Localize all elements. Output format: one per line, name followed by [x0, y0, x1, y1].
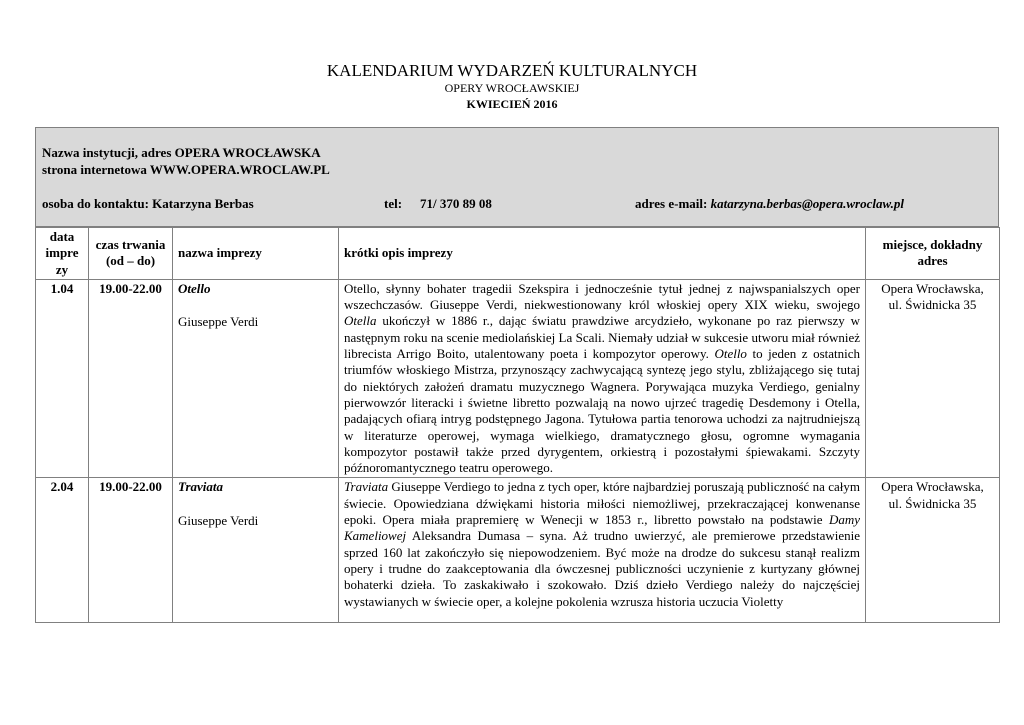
place-venue: Opera Wrocławska,	[881, 479, 984, 495]
event-description	[339, 478, 866, 623]
header-description: krótki opis imprezy	[339, 228, 866, 280]
event-date: 1.04	[36, 279, 89, 478]
events-table	[35, 227, 1000, 623]
document-subtitle: OPERY WROCŁAWSKIEJ	[444, 81, 580, 95]
event-name-cell	[173, 279, 339, 478]
description-italic: Otella	[344, 313, 377, 329]
event-time: 19.00-22.00	[89, 279, 173, 478]
event-date: 2.04	[36, 478, 89, 623]
header-place: miejsce, dokładny adres	[866, 228, 1000, 280]
email-label: adres e-mail:	[635, 196, 711, 211]
description-text: to jeden z ostatnich triumfów włoskiego Mistrza, przynoszący zachwycającą syntezę jego stylu, zbliżającego się tutaj do niektórych założeń dramatu muzycznego Wagnera. Porywająca muzyka Verdiego, genialny pierwowzór literacki i świetne libretto pozwalają na nowo ujrzeć tragedię Desdemony i Otella, padających ofiarą intryg podstępnego Jagona. Tytułowa partia tenorowa uchodzi za najtrudniejszą w literaturze operowej, wymaga wielkiego, dramatycznego głosu, ogromne wymagania kompozytor postawił także przed dyrygentem, orkiestrą i pozostałymi śpiewakami. Szczyty późnoromantycznego teatru operowego.	[344, 346, 860, 476]
description-text: Aleksandra Dumasa – syna. Aż trudno uwierzyć, ale premierowe przedstawienie sprzed 160 lat zakończyło się niepowodzeniem. Być może na drodze do sukcesu stanął realizm opery i trudne do zaakceptowania dla ówczesnej publiczności uczynienie z kurtyzany głównej bohaterki dzieła. To zaskakiwało i szokowało. Dziś dzieło Verdiego należy do najczęściej wystawianych w świecie oper, a kolejne pokolenia wzrusza historia uczucia Violetty	[344, 528, 860, 609]
event-composer: Giuseppe Verdi	[178, 314, 259, 330]
description-text: ukończył w 1886 r., dając światu prawdziwe arcydzieło, wykonane po raz pierwszy w następnym roku na scenie mediolańskiej La Scali. Niemały udział w sukcesie utworu miał również librecista Arrigo Boito, utalentowany poeta i kompozytor operowy.	[344, 313, 860, 362]
place-venue: Opera Wrocławska,	[881, 280, 984, 296]
institution-website: strona internetowa WWW.OPERA.WROCLAW.PL	[42, 162, 330, 177]
event-time: 19.00-22.00	[89, 478, 173, 623]
table-header-row	[36, 228, 1000, 280]
event-place	[866, 478, 1000, 623]
document-title: KALENDARIUM WYDARZEŃ KULTURALNYCH	[326, 61, 698, 80]
event-title: Traviata	[178, 479, 224, 495]
contact-phone	[384, 196, 492, 212]
description-text: Otello, słynny bohater tragedii Szekspira i jednocześnie tytuł jednej z najwspanialszych oper wszechczasów. Giuseppe Verdi, niekwestionowany król włoskiej opery XIX wieku, swojego	[344, 280, 860, 313]
event-place	[866, 279, 1000, 478]
event-composer: Giuseppe Verdi	[178, 512, 259, 528]
description-text: Giuseppe Verdiego to jedna z tych oper, które najbardziej poruszają publiczność na całym świecie. Opowiedziana dźwiękami historia miłości niemożliwej, przekraczającej konwenanse epoki. Opera miała prapremierę w Wenecji w 1853 r., libretto powstało na podstawie	[344, 479, 860, 528]
contact-person: osoba do kontaktu: Katarzyna Berbas	[42, 196, 254, 211]
institution-info-box	[35, 127, 999, 227]
header-name: nazwa imprezy	[173, 228, 339, 280]
email-value: katarzyna.berbas@opera.wroclaw.pl	[710, 196, 905, 211]
event-title: Otello	[178, 280, 211, 296]
table-row	[36, 279, 1000, 478]
header-time: czas trwania (od – do)	[89, 228, 173, 280]
event-description	[339, 279, 866, 478]
institution-name: Nazwa instytucji, adres OPERA WROCŁAWSKA	[42, 145, 321, 160]
contact-email	[635, 196, 904, 212]
phone-label: tel:	[384, 196, 403, 211]
place-address: ul. Świdnicka 35	[888, 297, 977, 313]
description-italic: Damy Kameliowej	[344, 512, 860, 544]
description-italic: Otello	[714, 346, 747, 362]
header-date: data impre zy	[36, 228, 89, 280]
phone-value: 71/ 370 89 08	[420, 196, 492, 211]
document-month: KWIECIEŃ 2016	[466, 97, 558, 111]
description-italic: Traviata	[344, 479, 389, 495]
event-name-cell	[173, 478, 339, 623]
table-row	[36, 478, 1000, 623]
place-address: ul. Świdnicka 35	[888, 495, 977, 511]
